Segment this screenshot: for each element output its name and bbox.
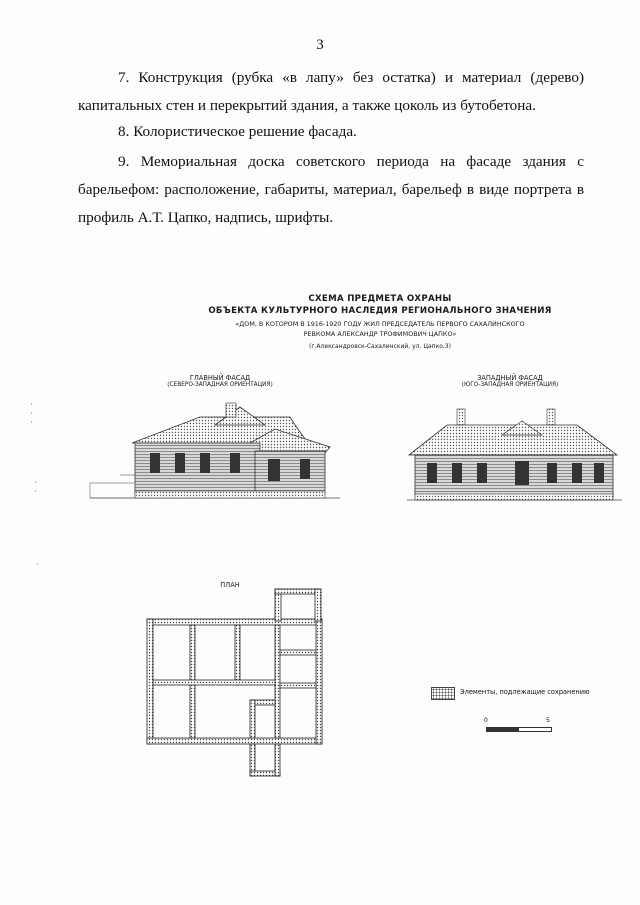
scale-start-label: 0 [484, 717, 488, 724]
main-facade-drawing [90, 395, 340, 505]
scheme-address: (г.Александровск-Сахалинский, ул. Цапко,3) [309, 343, 451, 350]
west-facade-label: ЗАПАДНЫЙ ФАСАД [477, 374, 543, 382]
scheme-object-name-line2: РЕВКОМА АЛЕКСАНДР ТРОФИМОВИЧ ЦАПКО» [303, 330, 457, 338]
main-facade-orientation: (СЕВЕРО-ЗАПАДНАЯ ОРИЕНТАЦИЯ) [167, 382, 273, 388]
paragraph-item-8 [78, 118, 584, 146]
margin-mark: · [36, 560, 39, 569]
item-text: Мемориальная доска советского периода на фасаде здания с барельефом: расположение, габариты, материал, барельеф в виде портрета в профиль А.Т. Цапко, надпись, шрифты. [78, 153, 584, 226]
legend-text: Элементы, подлежащие сохранению [460, 688, 590, 696]
main-facade-label: ГЛАВНЫЙ ФАСАД [189, 374, 251, 382]
scheme-title: СХЕМА ПРЕДМЕТА ОХРАНЫ [308, 294, 452, 304]
scale-bar [486, 727, 552, 732]
scale-end-label: 5 [546, 717, 550, 724]
margin-mark: · · [34, 478, 37, 496]
legend-hatch-swatch [431, 687, 455, 700]
plan-label: ПЛАН [220, 581, 240, 589]
item-text: Конструкция (рубка «в лапу» без остатка) и материал (дерево) капитальных стен и перекрытий здания, а также цоколь из бутобетона. [78, 69, 584, 114]
paragraph-item-9 [78, 148, 584, 232]
item-number: 7. [118, 69, 130, 86]
item-number: 8. [118, 123, 130, 140]
item-text: Колористическое решение фасада. [133, 123, 357, 140]
item-number: 9. [118, 153, 130, 170]
west-facade-orientation: (ЮГО-ЗАПАДНАЯ ОРИЕНТАЦИЯ) [461, 382, 559, 388]
floor-plan-drawing [145, 585, 330, 785]
west-facade-drawing [407, 405, 627, 505]
scheme-object-name-line1: «ДОМ, В КОТОРОМ В 1916-1920 ГОДУ ЖИЛ ПРЕДСЕДАТЕЛЬ ПЕРВОГО САХАЛИНСКОГО [235, 320, 525, 328]
scheme-subtitle: ОБЪЕКТА КУЛЬТУРНОГО НАСЛЕДИЯ РЕГИОНАЛЬНОГО ЗНАЧЕНИЯ [208, 306, 552, 316]
paragraph-item-7 [78, 64, 584, 120]
margin-mark: · · · [30, 400, 33, 427]
page-number: 3 [316, 37, 324, 53]
